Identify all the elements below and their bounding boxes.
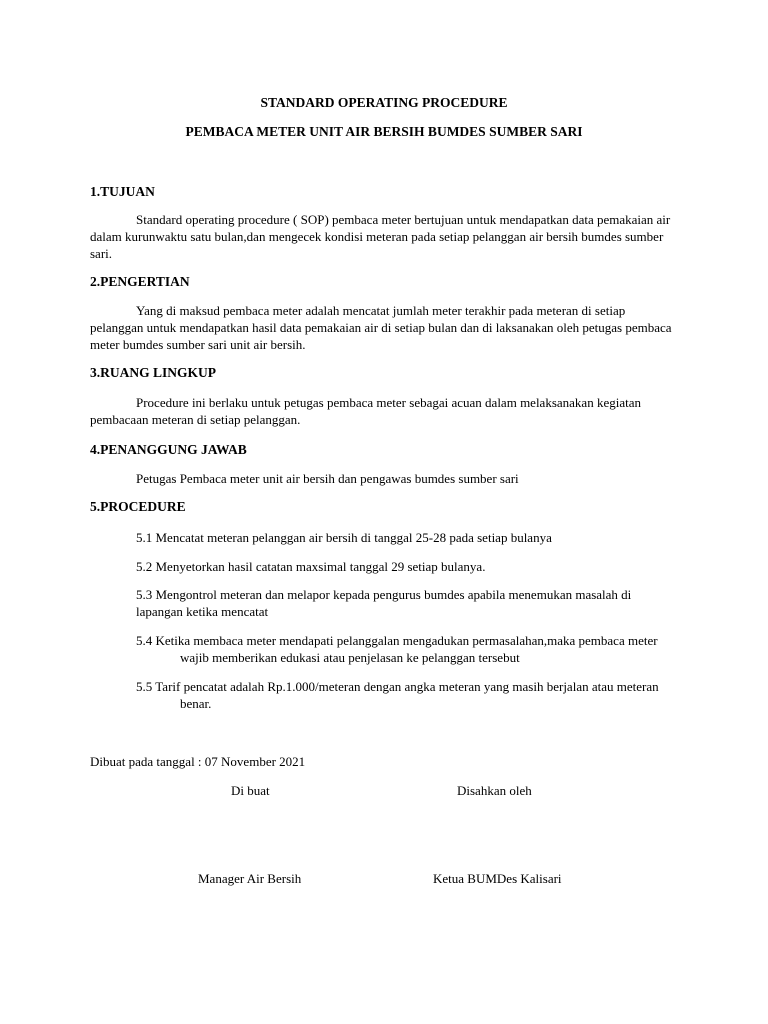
section-heading-procedure: 5.PROCEDURE: [90, 499, 186, 514]
signature-right-label: Disahkan oleh: [457, 783, 532, 798]
section-heading-ruang-lingkup: 3.RUANG LINGKUP: [90, 365, 217, 380]
signature-right-name: Ketua BUMDes Kalisari: [433, 871, 562, 886]
section-heading-tujuan: 1.TUJUAN: [90, 184, 155, 199]
section-heading-pengertian: 2.PENGERTIAN: [90, 274, 190, 289]
document-title: STANDARD OPERATING PROCEDURE: [260, 95, 508, 110]
document-subtitle: PEMBACA METER UNIT AIR BERSIH BUMDES SUMBER SARI: [185, 124, 583, 139]
signature-left-name: Manager Air Bersih: [198, 871, 302, 886]
date-line: Dibuat pada tanggal : 07 November 2021: [90, 754, 306, 769]
signature-left-label: Di buat: [231, 783, 270, 798]
section-text-penanggung-jawab: Petugas Pembaca meter unit air bersih dan pengawas bumdes sumber sari: [136, 471, 519, 486]
section-text-ruang-lingkup: Procedure ini berlaku untuk petugas pembaca meter sebagai acuan dalam melaksanakan kegiatan pembacaan meteran di setiap pelanggan.: [90, 395, 641, 427]
section-text-pengertian: Yang di maksud pembaca meter adalah mencatat jumlah meter terakhir pada meteran di setiap pelanggan untuk mendapatkan hasil data pemakaian air di setiap bulan dan di laksanakan oleh petugas pembaca meter bumdes sumber sari unit air bersih.: [90, 303, 672, 352]
procedure-item: 5.5 Tarif pencatat adalah Rp.1.000/meteran dengan angka meteran yang masih berjalan atau meteran benar.: [136, 679, 659, 711]
procedure-item: 5.4 Ketika membaca meter mendapati pelanggalan mengadukan permasalahan,maka pembaca meter wajib memberikan edukasi atau penjelasan ke pelanggan tersebut: [136, 633, 658, 665]
section-text-tujuan: Standard operating procedure ( SOP) pembaca meter bertujuan untuk mendapatkan data pemakaian air dalam kurunwaktu satu bulan,dan mengecek kondisi meteran pada setiap pelanggan air bersih bumdes sumber sari.: [90, 212, 671, 261]
procedure-item: 5.3 Mengontrol meteran dan melapor kepada pengurus bumdes apabila menemukan masalah di lapangan ketika mencatat: [136, 587, 632, 619]
section-heading-penanggung-jawab: 4.PENANGGUNG JAWAB: [90, 442, 247, 457]
procedure-item: 5.2 Menyetorkan hasil catatan maxsimal tanggal 29 setiap bulanya.: [136, 559, 486, 574]
procedure-item: 5.1 Mencatat meteran pelanggan air bersih di tanggal 25-28 pada setiap bulanya: [136, 530, 552, 545]
